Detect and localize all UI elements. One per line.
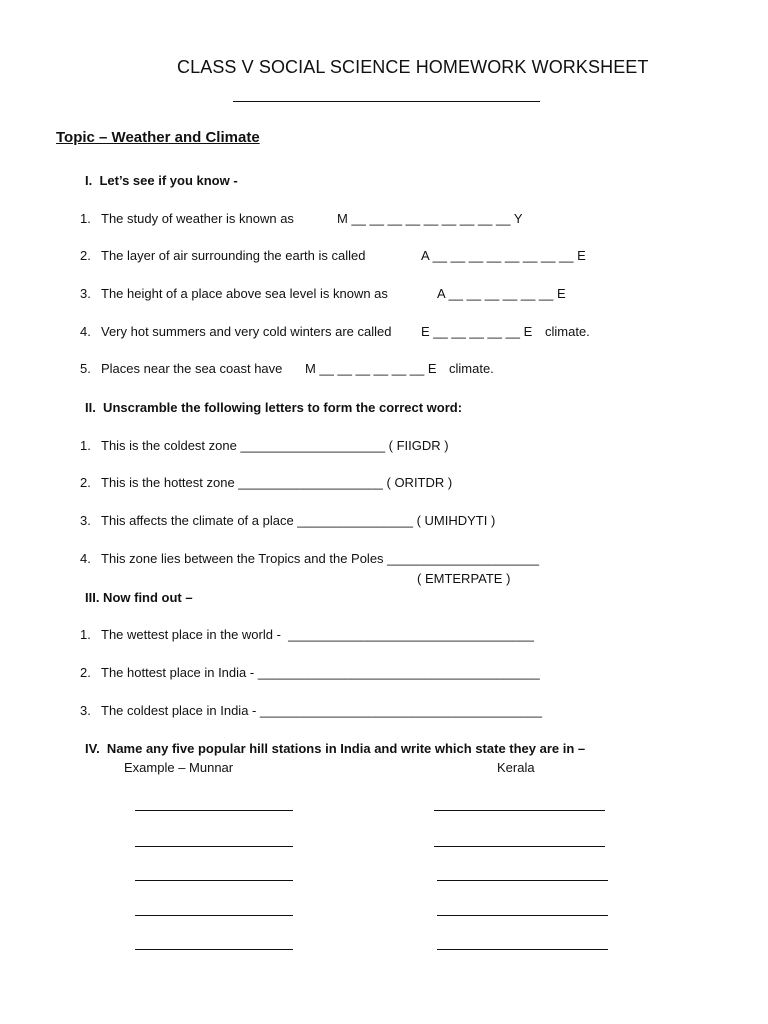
answer-blank[interactable]: A __ __ __ __ __ __ __ __ E	[421, 248, 586, 263]
state-line-4[interactable]	[437, 915, 608, 916]
hill-station-line-3[interactable]	[135, 880, 293, 881]
item-number: 1.	[80, 438, 91, 453]
state-line-2[interactable]	[434, 846, 605, 847]
state-line-3[interactable]	[437, 880, 608, 881]
item-number: 1.	[80, 211, 91, 226]
question-text[interactable]: This affects the climate of a place ________________ ( UMIHDYTI )	[101, 513, 496, 528]
section-2-heading: II. Unscramble the following letters to form the correct word:	[85, 400, 463, 415]
scrambled-hint: ( EMTERPATE )	[417, 571, 511, 586]
question-text[interactable]: This zone lies between the Tropics and the Poles _____________________	[101, 551, 539, 566]
item-number: 2.	[80, 665, 91, 680]
question-text[interactable]: The hottest place in India - _______________________________________	[101, 665, 540, 680]
question-text: Places near the sea coast have	[101, 361, 283, 376]
section-3-heading: III. Now find out –	[85, 590, 193, 605]
topic-heading: Topic – Weather and Climate	[56, 129, 260, 146]
state-line-5[interactable]	[437, 949, 608, 950]
title-underline	[233, 101, 540, 102]
item-number: 2.	[80, 248, 91, 263]
question-text: The layer of air surrounding the earth is called	[101, 248, 366, 263]
question-text[interactable]: The coldest place in India - _______________________________________	[101, 703, 542, 718]
question-suffix: climate.	[545, 324, 590, 339]
question-text: Very hot summers and very cold winters are called	[101, 324, 392, 339]
item-number: 3.	[80, 513, 91, 528]
worksheet-title: CLASS V SOCIAL SCIENCE HOMEWORK WORKSHEET	[177, 57, 649, 77]
item-number: 1.	[80, 627, 91, 642]
item-number: 4.	[80, 324, 91, 339]
question-text[interactable]: The wettest place in the world - __________________________________	[101, 627, 534, 642]
item-number: 4.	[80, 551, 91, 566]
hill-station-line-1[interactable]	[135, 810, 293, 811]
item-number: 2.	[80, 475, 91, 490]
question-text: The height of a place above sea level is known as	[101, 286, 388, 301]
item-number: 5.	[80, 361, 91, 376]
question-text[interactable]: This is the hottest zone ____________________ ( ORITDR )	[101, 475, 453, 490]
question-text[interactable]: This is the coldest zone ____________________ ( FIIGDR )	[101, 438, 449, 453]
item-number: 3.	[80, 286, 91, 301]
answer-blank[interactable]: M __ __ __ __ __ __ __ __ __ Y	[337, 211, 523, 226]
question-text: The study of weather is known as	[101, 211, 294, 226]
item-number: 3.	[80, 703, 91, 718]
example-hill-station: Example – Munnar	[124, 760, 234, 775]
example-state: Kerala	[497, 760, 535, 775]
section-1-heading: I. Let’s see if you know -	[85, 173, 238, 188]
hill-station-line-5[interactable]	[135, 949, 293, 950]
answer-blank[interactable]: M __ __ __ __ __ __ E	[305, 361, 437, 376]
question-suffix: climate.	[449, 361, 494, 376]
hill-station-line-2[interactable]	[135, 846, 293, 847]
section-4-heading: IV. Name any five popular hill stations in India and write which state they are in –	[85, 741, 586, 756]
hill-station-line-4[interactable]	[135, 915, 293, 916]
answer-blank[interactable]: E __ __ __ __ __ E	[421, 324, 533, 339]
answer-blank[interactable]: A __ __ __ __ __ __ E	[437, 286, 566, 301]
state-line-1[interactable]	[434, 810, 605, 811]
